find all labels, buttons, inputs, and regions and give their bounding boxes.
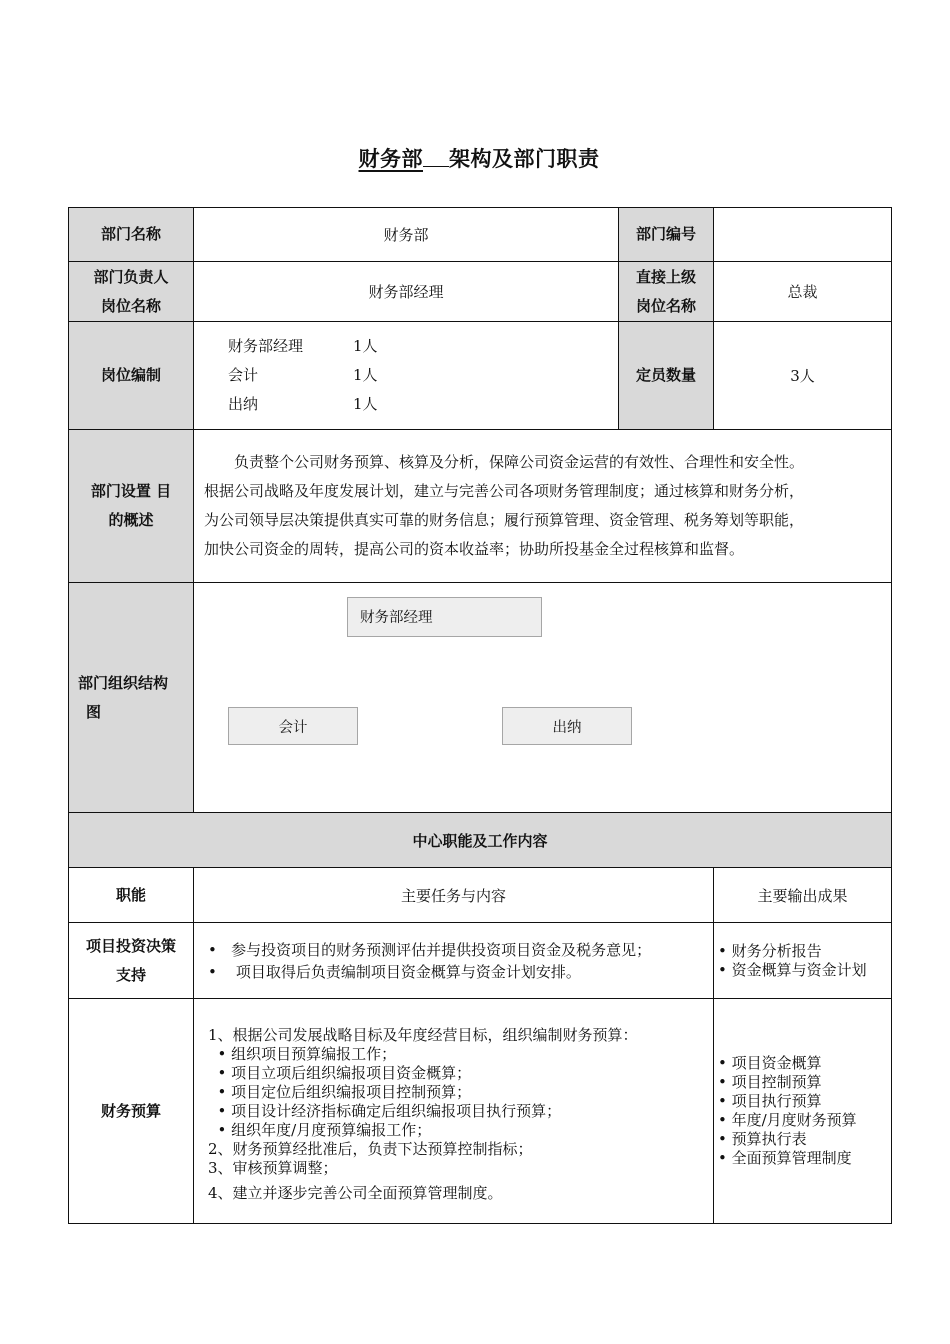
task-item: 3、审核预算调整； — [208, 1159, 338, 1177]
page-title — [0, 143, 950, 173]
org-chart — [194, 583, 892, 813]
staffing-count: 1人 — [353, 337, 378, 355]
org-chart-label — [69, 583, 194, 813]
staffing-row — [228, 361, 618, 390]
function-tasks — [194, 923, 714, 999]
org-box-accountant: 会计 — [228, 707, 358, 745]
output-item: • 项目执行预算 — [718, 1092, 822, 1110]
purpose-text — [194, 430, 892, 583]
function-name — [69, 923, 194, 999]
purpose-label-line1: 部门设置 目 — [90, 482, 172, 500]
staffing-row — [228, 332, 618, 361]
task-item: • 项目定位后组织编报项目控制预算； — [208, 1083, 472, 1101]
functions-section-title: 中心职能及工作内容 — [69, 813, 892, 868]
staffing-row — [228, 390, 618, 419]
head-label-line1: 部门负责人 — [93, 267, 169, 286]
output-item: • 财务分析报告 — [718, 941, 822, 960]
org-label-line2: 图 — [86, 702, 102, 721]
function-name-line1: 项目投资决策 — [85, 936, 176, 955]
dept-name-label: 部门名称 — [69, 208, 194, 262]
purpose-line: 加快公司资金的周转，提高公司的资本收益率；协助所投基金全过程核算和监督。 — [204, 540, 745, 558]
headcount-label: 定员数量 — [619, 322, 714, 430]
title-part1: 财务部 — [358, 147, 423, 171]
function-tasks — [194, 999, 714, 1224]
task-item: • 项目立项后组织编报项目资金概算； — [208, 1064, 472, 1082]
output-item: • 年度/月度财务预算 — [718, 1111, 857, 1129]
col-header-outputs: 主要输出成果 — [714, 868, 892, 923]
task-item: • 项目取得后负责编制项目资金概算与资金计划安排。 — [208, 962, 581, 981]
head-position-value: 财务部经理 — [194, 262, 619, 322]
col-header-function: 职能 — [69, 868, 194, 923]
purpose-line: 负责整个公司财务预算、核算及分析，保障公司资金运营的有效性、合理性和安全性。 — [234, 453, 805, 471]
task-item: • 项目设计经济指标确定后组织编报项目执行预算； — [208, 1102, 562, 1120]
staffing-role: 财务部经理 — [228, 337, 304, 355]
task-item: 2、财务预算经批准后，负责下达预算控制指标； — [208, 1140, 533, 1158]
head-label-line2: 岗位名称 — [100, 296, 161, 315]
staffing-role: 会计 — [228, 366, 259, 384]
org-label-line1: 部门组织结构 — [78, 673, 169, 692]
function-outputs — [714, 923, 892, 999]
output-item: • 预算执行表 — [718, 1130, 807, 1148]
superior-position-value: 总裁 — [714, 262, 892, 322]
output-item: • 全面预算管理制度 — [718, 1149, 852, 1167]
purpose-label — [69, 430, 194, 583]
task-item: 4、建立并逐步完善公司全面预算管理制度。 — [208, 1184, 503, 1202]
staffing-role: 出纳 — [228, 395, 259, 413]
title-underline-gap — [423, 148, 449, 167]
purpose-line: 为公司领导层决策提供真实可靠的财务信息；履行预算管理、资金管理、税务筹划等职能， — [204, 511, 805, 529]
headcount-value: 3人 — [714, 322, 892, 430]
staffing-label: 岗位编制 — [69, 322, 194, 430]
title-part2: 架构及部门职责 — [449, 147, 600, 171]
task-item: 1、根据公司发展战略目标及年度经营目标，组织编制财务预算： — [208, 1026, 638, 1044]
superior-label-line1: 直接上级 — [635, 267, 696, 286]
dept-name-value: 财务部 — [194, 208, 619, 262]
dept-code-label: 部门编号 — [619, 208, 714, 262]
superior-label-line2: 岗位名称 — [635, 296, 696, 315]
department-table — [68, 207, 892, 1224]
function-name-line2: 支持 — [115, 965, 146, 984]
function-outputs — [714, 999, 892, 1224]
output-item: • 项目控制预算 — [718, 1073, 822, 1091]
output-item: • 项目资金概算 — [718, 1054, 822, 1072]
task-item: • 组织项目预算编报工作； — [208, 1045, 397, 1063]
head-position-label — [69, 262, 194, 322]
org-box-cashier: 出纳 — [502, 707, 632, 745]
task-item: • 组织年度/月度预算编报工作； — [208, 1121, 432, 1139]
task-item: • 参与投资项目的财务预测评估并提供投资项目资金及税务意见； — [208, 940, 652, 959]
dept-code-value — [714, 208, 892, 262]
staffing-count: 1人 — [353, 366, 378, 384]
purpose-label-line2: 的概述 — [108, 511, 154, 529]
superior-position-label — [619, 262, 714, 322]
staffing-count: 1人 — [353, 395, 378, 413]
purpose-line: 根据公司战略及年度发展计划，建立与完善公司各项财务管理制度；通过核算和财务分析， — [204, 482, 805, 500]
staffing-list — [194, 322, 619, 430]
output-item: • 资金概算与资金计划 — [718, 960, 867, 979]
function-name: 财务预算 — [69, 999, 194, 1224]
col-header-tasks: 主要任务与内容 — [194, 868, 714, 923]
org-box-manager: 财务部经理 — [347, 597, 542, 637]
